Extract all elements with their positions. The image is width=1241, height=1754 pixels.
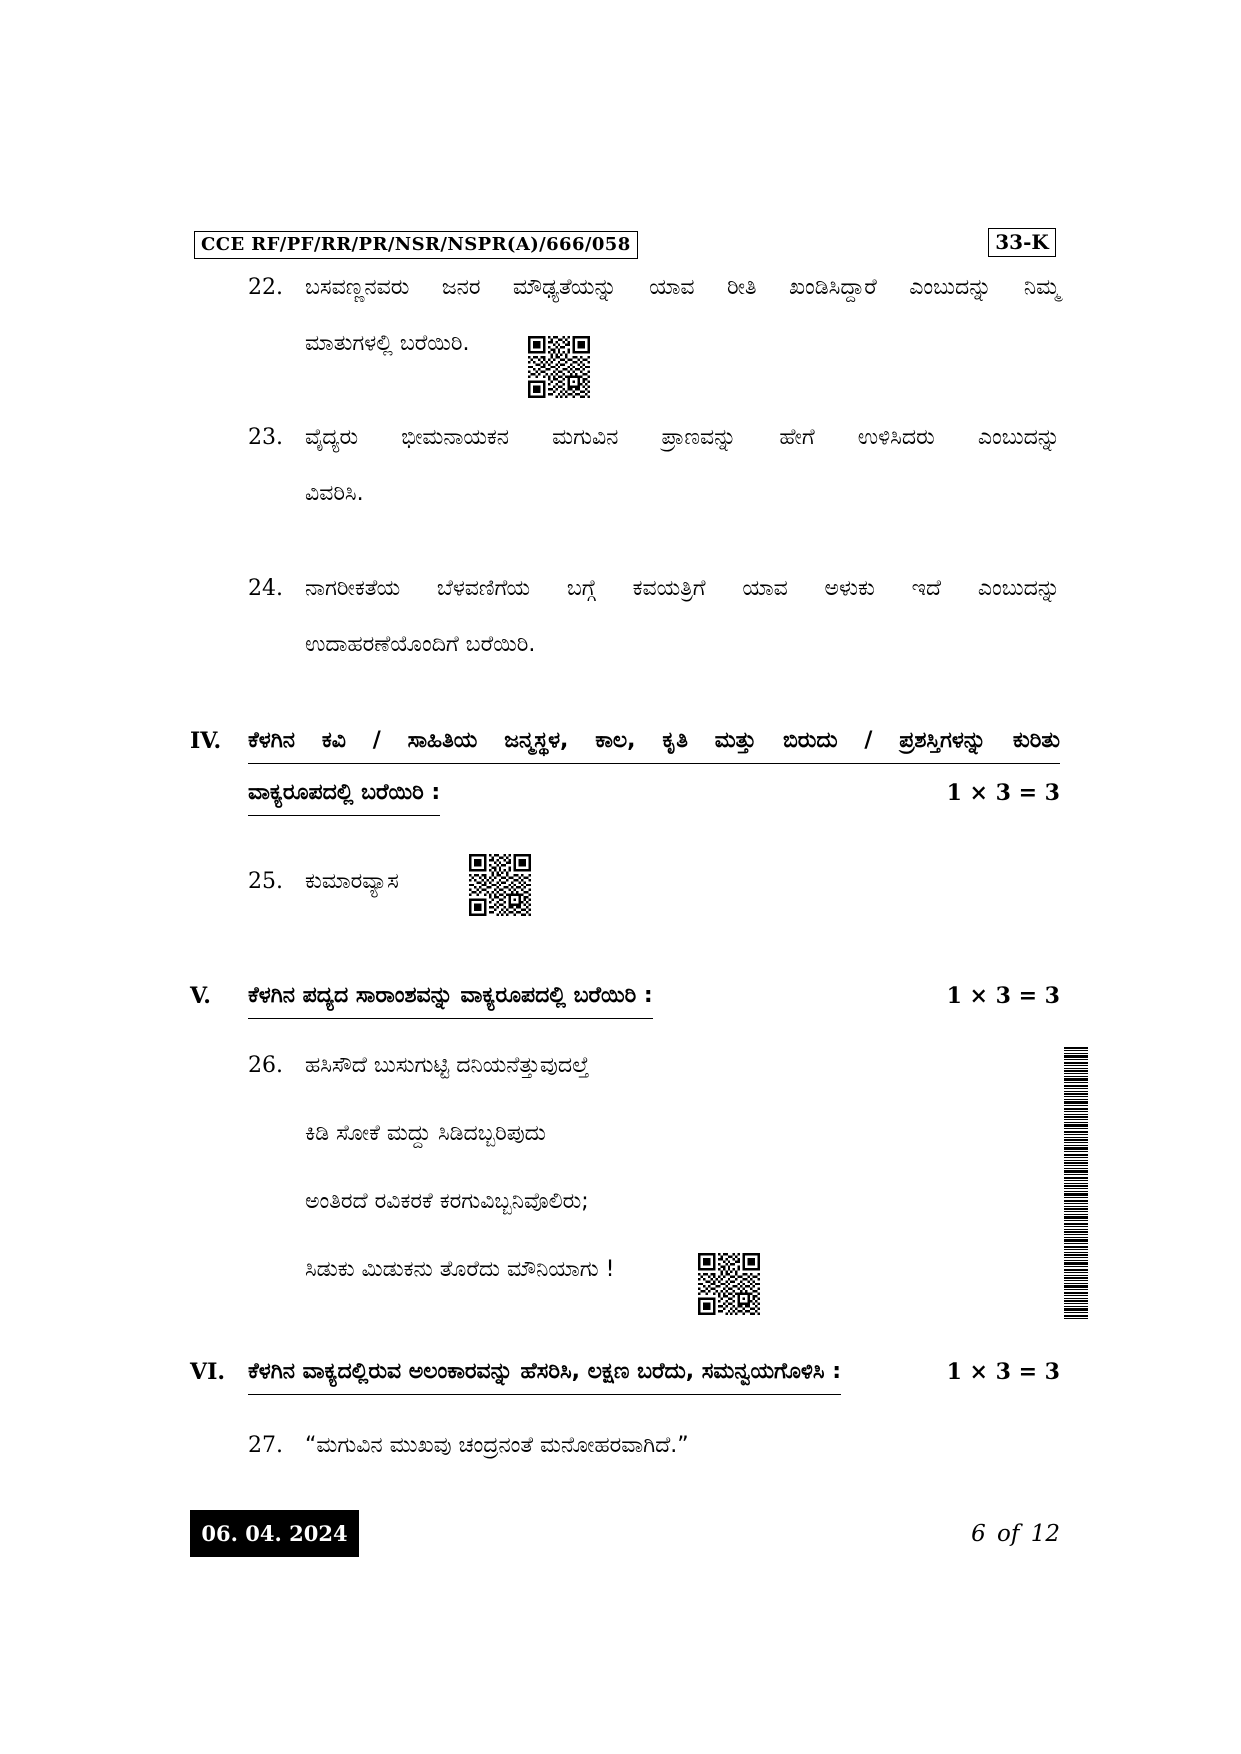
poem-line [305, 1168, 1060, 1236]
question-text: ಬಸವಣ್ಣನವರು ಜನರ ಮೌಢ್ಯತೆಯನ್ನು ಯಾವ ರೀತಿ ಖಂಡಿಸಿದ್ದಾರೆ ಎಂಬುದನ್ನು ನಿಮ್ಮ [305, 275, 1060, 300]
section-marks: 1 × 3 = 3 [946, 780, 1060, 806]
section-instruction-line [248, 721, 1060, 764]
qr-code-icon [469, 854, 531, 916]
section-numeral: V. [190, 983, 211, 1009]
section-v-heading [190, 976, 1060, 1019]
section-numeral: IV. [190, 728, 222, 754]
question-26 [190, 1032, 1060, 1304]
section-vi-heading [190, 1352, 1060, 1395]
question-text: ಉದಾಹರಣೆಯೊಂದಿಗೆ ಬರೆಯಿರಿ. [305, 632, 536, 657]
question-line [305, 316, 1060, 372]
section-marks: 1 × 3 = 3 [946, 1359, 1060, 1385]
question-line [305, 410, 1060, 466]
qr-code-icon [698, 1253, 760, 1315]
section-instruction-row [248, 1352, 1060, 1395]
poem-line [305, 1032, 1060, 1100]
question-text: ಕುಮಾರವ್ಯಾಸ [305, 869, 399, 894]
question-number: 24. [248, 576, 283, 601]
exam-date-badge: 06. 04. 2024 [190, 1510, 359, 1557]
question-text: “ಮಗುವಿನ ಮುಖವು ಚಂದ್ರನಂತೆ ಮನೋಹರವಾಗಿದೆ.” [305, 1433, 689, 1458]
section-instruction-row [248, 773, 1060, 816]
version-code-box: 33-K [988, 228, 1056, 257]
question-25 [190, 854, 1060, 910]
question-line [305, 854, 1060, 910]
poem-text: ಹಸಿಸೌದೆ ಬುಸುಗುಟ್ಟಿ ದನಿಯನೆತ್ತುವುದಲ್ತೆ [305, 1053, 590, 1078]
paper-code-box: CCE RF/PF/RR/PR/NSR/NSPR(A)/666/058 [194, 231, 638, 259]
question-22 [190, 260, 1060, 372]
poem-line [305, 1100, 1060, 1168]
section-numeral: VI. [190, 1359, 226, 1385]
question-content [190, 260, 1060, 1557]
page-number: 6 of 12 [971, 1520, 1060, 1547]
section-instruction-text: ಕೆಳಗಿನ ಪದ್ಯದ ಸಾರಾಂಶವನ್ನು ವಾಕ್ಯರೂಪದಲ್ಲಿ ಬರೆಯಿರಿ : [248, 976, 653, 1019]
section-instruction-text: ಕೆಳಗಿನ ಕವಿ / ಸಾಹಿತಿಯ ಜನ್ಮಸ್ಥಳ, ಕಾಲ, ಕೃತಿ ಮತ್ತು ಬಿರುದು / ಪ್ರಶಸ್ತಿಗಳನ್ನು ಕುರಿತು [248, 728, 1060, 753]
poem-text: ಅಂತಿರದೆ ರವಿಕರಕೆ ಕರಗುವಿಬ್ಬನಿವೊಲಿರು; [305, 1189, 589, 1214]
poem-text: ಕಿಡಿ ಸೋಕೆ ಮದ್ದು ಸಿಡಿದಬ್ಬರಿಪುದು [305, 1121, 546, 1146]
question-text: ಮಾತುಗಳಲ್ಲಿ ಬರೆಯಿರಿ. [305, 331, 470, 356]
question-27 [190, 1418, 1060, 1474]
question-text: ನಾಗರೀಕತೆಯ ಬೆಳವಣಿಗೆಯ ಬಗ್ಗೆ ಕವಯತ್ರಿಗೆ ಯಾವ ಅಳುಕು ಇದೆ ಎಂಬುದನ್ನು [305, 576, 1060, 601]
question-24 [190, 561, 1060, 673]
section-marks: 1 × 3 = 3 [946, 983, 1060, 1009]
section-instruction-text: ಕೆಳಗಿನ ವಾಕ್ಯದಲ್ಲಿರುವ ಅಲಂಕಾರವನ್ನು ಹೆಸರಿಸಿ, ಲಕ್ಷಣ ಬರೆದು, ಸಮನ್ವಯಗೊಳಿಸಿ : [248, 1352, 841, 1395]
question-number: 27. [248, 1433, 283, 1458]
question-number: 22. [248, 275, 283, 300]
question-number: 26. [248, 1053, 283, 1078]
section-instruction-row [248, 976, 1060, 1019]
question-text: ವಿವರಿಸಿ. [305, 481, 364, 506]
question-line [305, 617, 1060, 673]
barcode-image [1064, 1047, 1088, 1320]
question-23 [190, 410, 1060, 522]
poem-line [305, 1236, 1060, 1304]
question-line [305, 1418, 1060, 1474]
section-iv-heading [190, 721, 1060, 816]
page-footer [190, 1510, 1060, 1557]
question-line [305, 466, 1060, 522]
question-number: 25. [248, 869, 283, 894]
qr-code-icon [528, 336, 590, 398]
poem-text: ಸಿಡುಕು ಮಿಡುಕನು ತೊರೆದು ಮೌನಿಯಾಗು ! [305, 1257, 615, 1282]
question-number: 23. [248, 425, 283, 450]
section-instruction-text: ವಾಕ್ಯರೂಪದಲ್ಲಿ ಬರೆಯಿರಿ : [248, 773, 440, 816]
question-line [305, 260, 1060, 316]
question-line [305, 561, 1060, 617]
question-text: ವೈದ್ಯರು ಭೀಮನಾಯಕನ ಮಗುವಿನ ಪ್ರಾಣವನ್ನು ಹೇಗೆ ಉಳಿಸಿದರು ಎಂಬುದನ್ನು [305, 425, 1060, 450]
